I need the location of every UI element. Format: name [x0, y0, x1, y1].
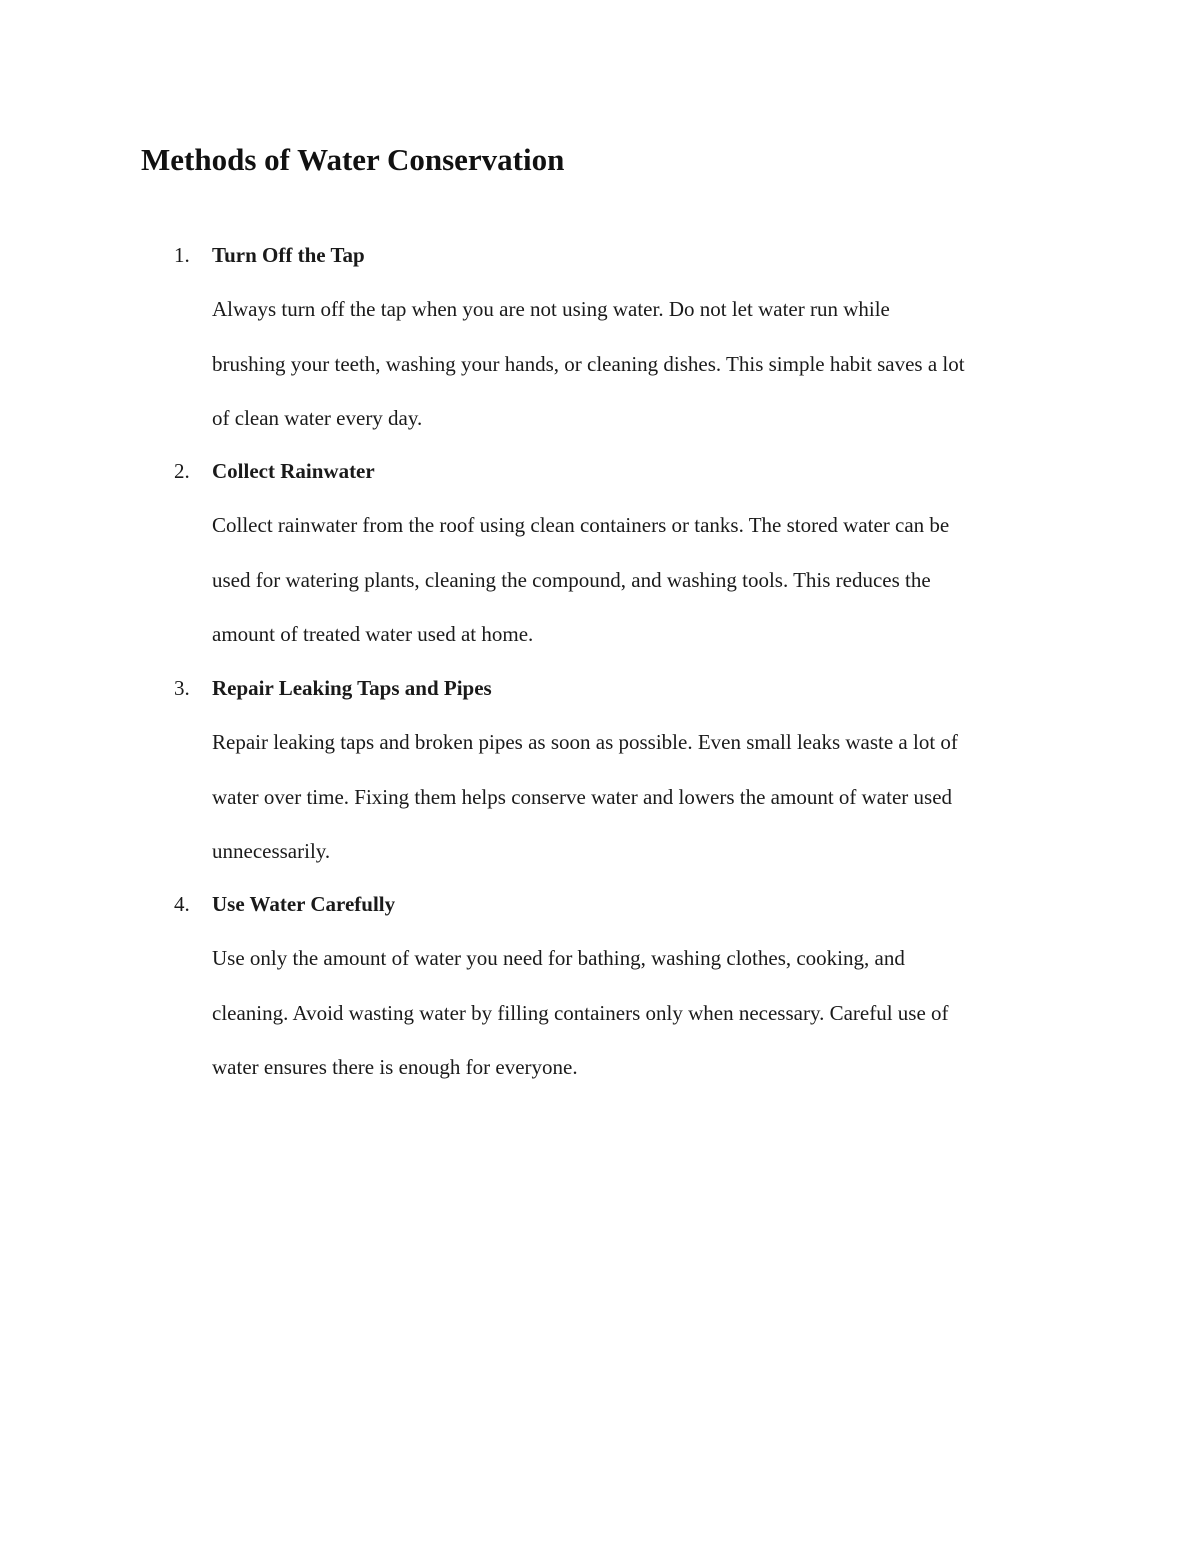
list-item-heading: Turn Off the Tap [212, 243, 365, 267]
body-line: Use only the amount of water you need for bathing, washing clothes, cooking, and [212, 946, 905, 970]
body-line: Collect rainwater from the roof using clean containers or tanks. The stored water can be [212, 513, 950, 537]
body-line: unnecessarily. [212, 839, 331, 863]
body-line: amount of treated water used at home. [212, 622, 534, 646]
body-line: water over time. Fixing them helps conserve water and lowers the amount of water used [212, 785, 953, 809]
body-line: water ensures there is enough for everyone. [212, 1055, 578, 1079]
body-line: brushing your teeth, washing your hands, or cleaning dishes. This simple habit saves a lot [212, 352, 965, 376]
body-line: Always turn off the tap when you are not using water. Do not let water run while [212, 297, 890, 321]
list-item-number: 1. [174, 243, 190, 267]
body-line: cleaning. Avoid wasting water by filling containers only when necessary. Careful use of [212, 1001, 949, 1025]
list-item-number: 3. [174, 676, 190, 700]
list-item-heading: Repair Leaking Taps and Pipes [212, 676, 492, 700]
list-item-number: 4. [174, 892, 190, 916]
list-item-heading: Collect Rainwater [212, 459, 375, 483]
list-item-heading: Use Water Carefully [212, 892, 396, 916]
body-line: used for watering plants, cleaning the compound, and washing tools. This reduces the [212, 568, 931, 592]
list-item-number: 2. [174, 459, 190, 483]
body-line: Repair leaking taps and broken pipes as soon as possible. Even small leaks waste a lot of [212, 730, 958, 754]
page-title: Methods of Water Conservation [141, 142, 565, 177]
body-line: of clean water every day. [212, 406, 423, 430]
